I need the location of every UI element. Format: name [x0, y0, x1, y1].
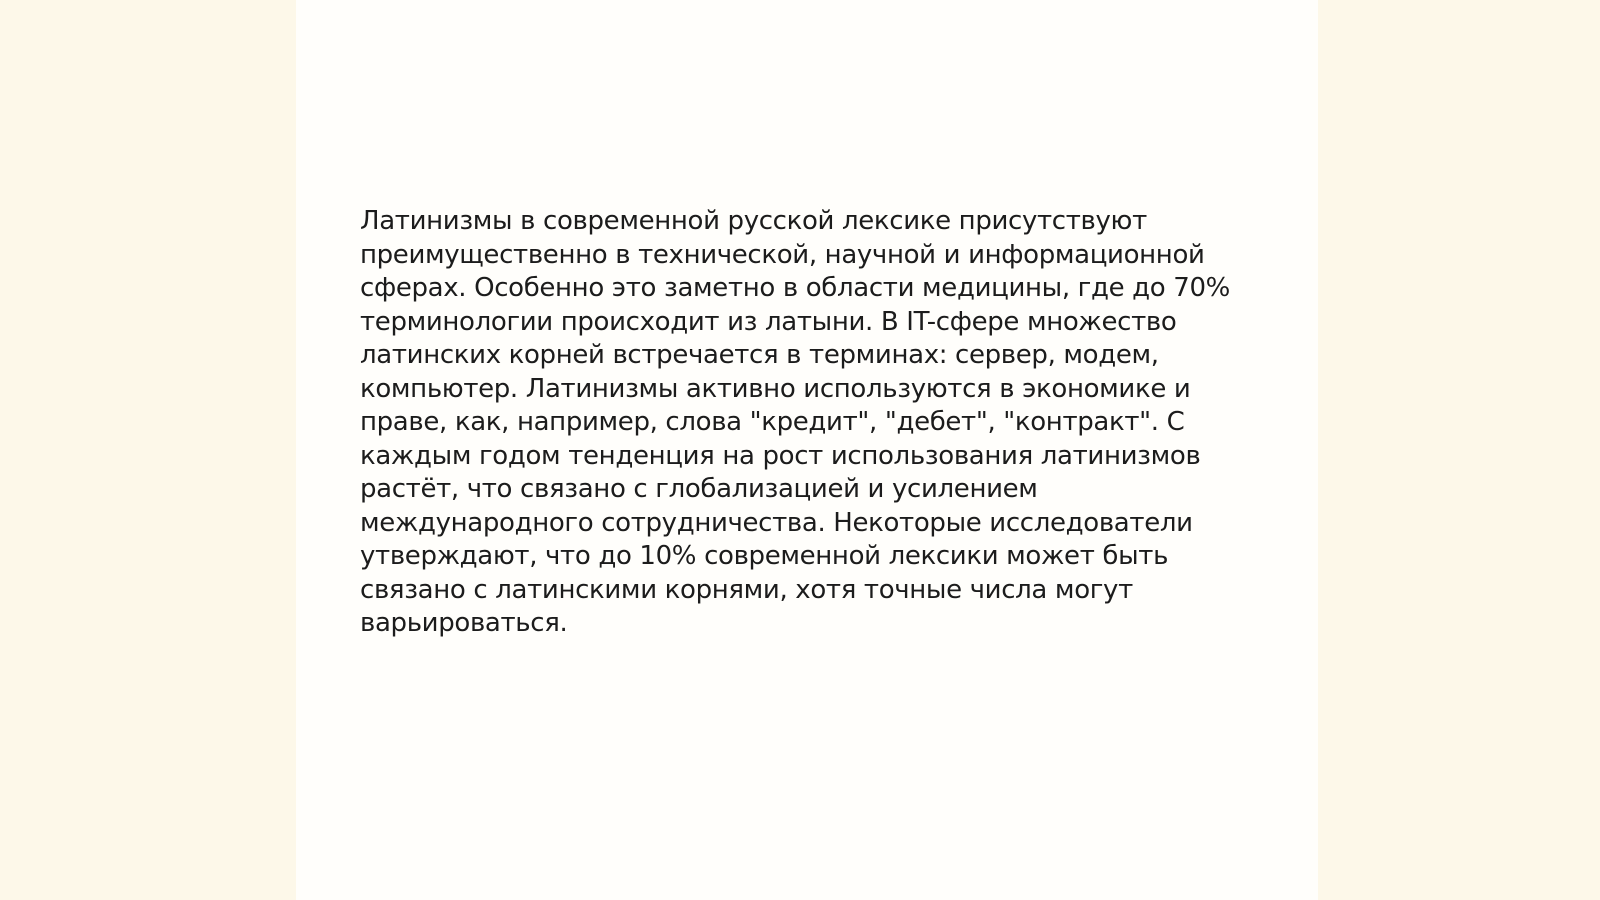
paragraph-line: утверждают, что до 10% современной лексики может быть	[360, 541, 1169, 571]
paragraph-line: Латинизмы в современной русской лексике присутствуют	[360, 206, 1147, 236]
paragraph-line: каждым годом тенденция на рост использования латинизмов	[360, 440, 1201, 471]
paragraph-line: варьироваться.	[360, 608, 568, 638]
paragraph-line: растёт, что связано с глобализацией и усилением	[360, 474, 1038, 504]
paragraph-line: сферах. Особенно это заметно в области медицины, где до 70%	[360, 273, 1231, 303]
paragraph-line: международного сотрудничества. Некоторые исследователи	[360, 507, 1193, 538]
paragraph-line: праве, как, например, слова "кредит", "дебет", "контракт". С	[360, 407, 1185, 437]
paragraph-line: латинских корней встречается в терминах: сервер, модем,	[360, 340, 1159, 370]
paragraph-line: связано с латинскими корнями, хотя точные числа могут	[360, 574, 1133, 605]
paragraph-line: компьютер. Латинизмы активно используются в экономике и	[360, 373, 1191, 404]
body-paragraph	[360, 205, 1260, 641]
paragraph-line: преимущественно в технической, научной и информационной	[360, 239, 1205, 270]
document-page	[296, 0, 1318, 900]
paragraph-line: терминологии происходит из латыни. В IT-сфере множество	[360, 306, 1177, 337]
